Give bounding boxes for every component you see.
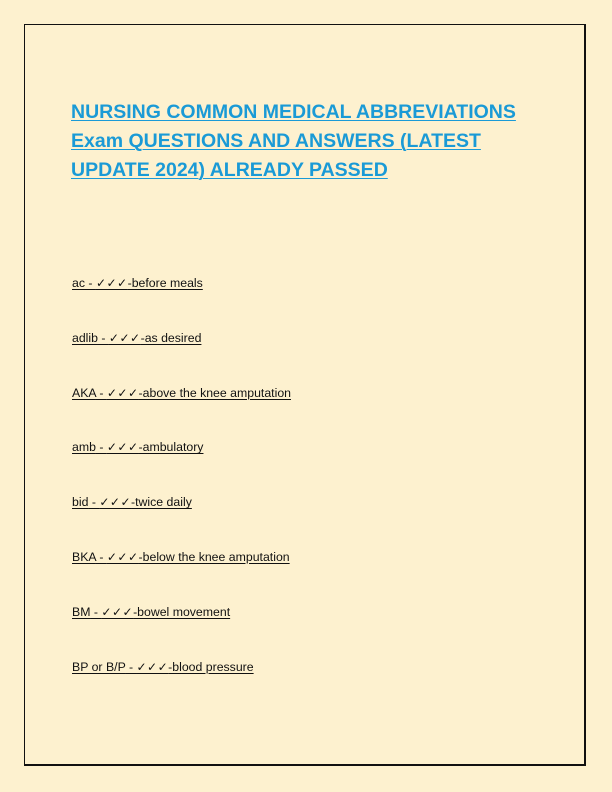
list-item-bid [72,494,291,549]
document-title: NURSING COMMON MEDICAL ABBREVIATIONS Exam QUESTIONS AND ANSWERS (LATEST UPDATE 2024) ALREADY PASSED [71,101,516,181]
separator: - [95,385,107,400]
abbreviation-term: ac [72,276,85,290]
separator: - [97,330,109,345]
abbreviation-definition: -above the knee amputation [138,385,291,400]
entry-line [72,276,203,290]
abbreviation-definition: -twice daily [131,495,192,510]
checkmarks-icon: ✓✓✓ [108,330,141,345]
abbreviation-term: adlib [72,330,98,345]
entry-line [72,331,201,345]
abbreviation-term: AKA [72,385,96,400]
entry-line [72,605,230,619]
abbreviation-definition: -blood pressure [168,659,254,674]
separator: - [95,440,107,455]
abbreviation-definition: -before meals [127,276,203,290]
separator: - [85,276,96,290]
separator: - [95,549,107,564]
abbreviation-definition: -below the knee amputation [138,549,290,564]
checkmarks-icon: ✓✓✓ [106,549,139,564]
checkmarks-icon: ✓✓✓ [106,385,139,400]
separator: - [88,495,100,510]
abbreviation-term: BM [72,604,91,619]
abbreviation-term: BKA [72,549,96,564]
entry-line [72,386,291,400]
abbreviation-term: amb [72,440,96,455]
list-item-aka [72,385,291,440]
separator: - [125,659,137,674]
entry-line [72,550,290,564]
entry-line [72,440,203,454]
list-item-amb [72,439,291,494]
checkmarks-icon: ✓✓✓ [99,495,132,510]
abbreviation-term: BP or B/P [72,659,126,674]
abbreviation-definition: -as desired [140,330,202,345]
list-item-ac [72,275,291,330]
abbreviation-term: bid [72,495,89,510]
abbreviation-definition: -bowel movement [133,604,231,619]
list-item-bka [72,549,291,604]
abbreviation-definition: -ambulatory [138,440,204,455]
abbreviation-list [72,275,291,713]
list-item-bm [72,604,291,659]
entry-line [72,495,192,509]
checkmarks-icon: ✓✓✓ [95,276,128,290]
checkmarks-icon: ✓✓✓ [136,659,169,674]
checkmarks-icon: ✓✓✓ [106,440,139,455]
list-item-bp [72,659,291,714]
entry-line [72,660,254,674]
checkmarks-icon: ✓✓✓ [101,604,134,619]
list-item-adlib [72,330,291,385]
separator: - [90,604,102,619]
